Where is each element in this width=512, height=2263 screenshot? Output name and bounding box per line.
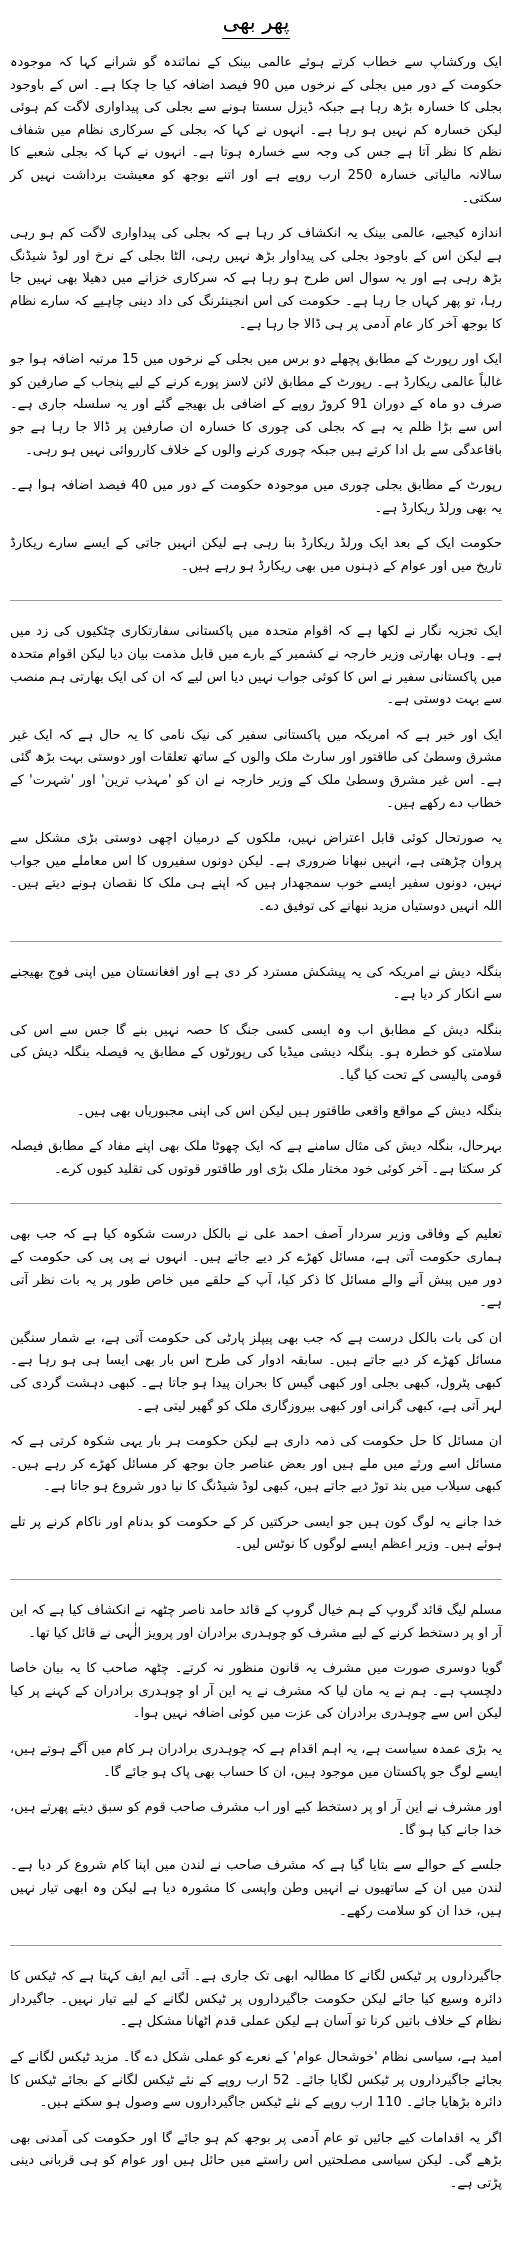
- article-section: [10, 941, 502, 1182]
- paragraph: اگر یہ اقدامات کیے جائیں تو عام آدمی پر بوجھ کم ہو جائے گا اور حکومت کی آمدنی بھی بڑھے گی۔ لیکن سیاسی مصلحتیں اس راستے میں حائل ہیں اور عوام کو ہی قربانی دینی پڑتی ہے۔: [10, 2130, 502, 2191]
- title-underline: [222, 38, 290, 39]
- paragraph: بہرحال، بنگلہ دیش کی مثال سامنے ہے کہ ایک چھوٹا ملک بھی اپنے مفاد کے مطابق فیصلہ کر سکتا ہے۔ آخر کوئی خود مختار ملک بڑی اور طاقتور قوتوں کی تقلید کیوں کرے۔: [10, 1139, 502, 1177]
- column-body: [10, 52, 502, 2196]
- article-section: [10, 600, 502, 918]
- paragraph: یہ صورتحال کوئی قابل اعتراض نہیں، ملکوں کے درمیان اچھی دوستی بڑی مشکل سے پروان چڑھتی ہے، انہیں نبھانا ضروری ہے۔ لیکن دونوں سفیروں کا اس معاملے میں جواب نہیں، دونوں سفیر ایسے خوب سمجھدار ہیں کہ اپنے ہی ملک کا نقصان ہونے دیتے ہیں۔ اللہ انہیں دوستیاں مزید نبھانے کی توفیق دے۔: [10, 831, 502, 914]
- paragraph: ایک اور خبر ہے کہ امریکہ میں پاکستانی سفیر کی نیک نامی کا یہ حال ہے کہ ایک غیر مشرق وسطیٰ کی طاقتور اور سارٹ ملک والوں کے ساتھ تعلقات اور دوستی بہت بڑھ گئی ہے۔ اس غیر مشرق وسطیٰ ملک کے وزیر خارجہ نے ان کو 'مہذب ترین' اور 'شہرت' کے خطاب دے رکھے ہیں۔: [10, 727, 502, 811]
- paragraph: اندازہ کیجیے، عالمی بینک یہ انکشاف کر رہا ہے کہ بجلی کی پیداواری لاگت کم ہو رہی ہے لیکن اس کے باوجود بجلی کی پیداوار بڑھ نہیں رہی، الٹا بجلی کے نرخ اور لوڈ شیڈنگ بڑھ رہی ہے اور یہ سوال اس طرح ہو رہا ہے کہ سرکاری خزانے میں دھیلا بھی نہیں جا رہا، تو پھر کہاں جا رہا ہے۔ حکومت کی اس انجینئرنگ کی داد دینی چاہیے کہ سارے نظام کا بوجھ آخر کار عام آدمی پر ہی ڈالا جا رہا ہے۔: [10, 226, 502, 332]
- article-section: [10, 52, 502, 578]
- paragraph: بنگلہ دیش کے مطابق اب وہ ایسی کسی جنگ کا حصہ نہیں بنے گا جس سے اس کی سلامتی کو خطرہ ہو۔ بنگلہ دیشی میڈیا کی رپورٹوں کے مطابق یہ فیصلہ بنگلہ دیش کی قومی پالیسی کے تحت کیا گیا۔: [10, 1022, 502, 1083]
- column-header: [10, 8, 502, 52]
- article-section: [10, 1945, 502, 2195]
- paragraph: ایک اور رپورٹ کے مطابق پچھلے دو برس میں بجلی کے نرخوں میں 15 مرتبہ اضافہ ہوا جو غالباً عالمی ریکارڈ ہے۔ رپورٹ کے مطابق لائن لاسز پورے کرنے کے لیے پنجاب کے صارفین کو صرف دو ماہ کے دوران 91 کروڑ روپے کے اضافی بل بھیجے گئے اور یہ سلسلہ جاری ہے۔ اس سے بڑا ظلم یہ ہے کہ بجلی کی چوری کا خسارہ ان صارفین پر ڈالا جا رہا ہے جو باقاعدگی سے بل ادا کرتے ہیں جبکہ چوری کرنے والوں کے خلاف کارروائی نہیں ہو رہی۔: [10, 352, 503, 458]
- paragraph: خدا جانے یہ لوگ کون ہیں جو ایسی حرکتیں کر کے حکومت کو بدنام اور ناکام کرنے پر تلے ہوئے ہیں۔ وزیر اعظم ایسے لوگوں کا نوٹس لیں۔: [10, 1514, 502, 1553]
- paragraph: جلسے کے حوالے سے بتایا گیا ہے کہ مشرف صاحب نے لندن میں اپنا کام شروع کر دیا ہے۔ لندن میں ان کے ساتھیوں نے انہیں وطن واپسی کا مشورہ دیا ہے لیکن وہ ابھی تیار نہیں ہیں، خدا ان کو سلامت رکھے۔: [10, 1858, 502, 1919]
- paragraph: حکومت ایک کے بعد ایک ورلڈ ریکارڈ بنا رہی ہے لیکن انہیں جاتی کے ایسے سارے ریکارڈ تاریخ میں اور عوام کے ذہنوں میں بھی ریکارڈ ہو رہے ہیں۔: [10, 536, 502, 574]
- paragraph: بنگلہ دیش کے مواقع واقعی طاقتور ہیں لیکن اس کی اپنی مجبوریاں بھی ہیں۔: [76, 1103, 502, 1119]
- paragraph: تعلیم کے وفاقی وزیر سردار آصف احمد علی نے بالکل درست شکوہ کیا ہے کہ جب بھی ہماری حکومت آتی ہے، مسائل کھڑے کر دیے جاتے ہیں۔ انہوں نے پی پی کی حکومت کے دور میں پیش آنے والے مسائل کا ذکر کیا، آپ کے حلقے میں خاص طور پر یہ بات نظر آتی ہے۔: [10, 1227, 502, 1311]
- paragraph: ایک ورکشاپ سے خطاب کرتے ہوئے عالمی بینک کے نمائندہ گو شرانے کہا کہ موجودہ حکومت کے دور میں بجلی کے نرخوں میں 90 فیصد اضافہ کیا جا چکا ہے۔ اس کے باوجود بجلی کا خسارہ بڑھ رہا ہے جبکہ ڈیزل سستا ہونے سے بجلی کی پیداواری لاگت کم ہوئی لیکن خسارہ کم نہیں ہو رہا ہے۔ انہوں نے کہا کہ بجلی کے سرکاری نظام میں شفاف نظم کا نظر آتا ہے جس کی وجہ سے خسارہ ہوتا ہے۔ انہوں نے کہا کہ بجلی شعبے کا سالانہ مالیاتی خسارہ 250 ارب روپے ہے اور اتنے بوجھ کو معیشت برداشت نہیں کر سکتی۔: [10, 55, 503, 206]
- column-title: پھر بھی: [222, 10, 290, 34]
- paragraph: مسلم لیگ قائد گروپ کے ہم خیال گروپ کے قائد حامد ناصر چٹھہ نے انکشاف کیا ہے کہ این آر او پر دستخط کرنے کے لیے مشرف کو چوہدری برادران اور پرویز الٰہی نے قائل کیا تھا۔: [10, 1603, 502, 1641]
- paragraph: رپورٹ کے مطابق بجلی چوری میں موجودہ حکومت کے دور میں 40 فیصد اضافہ ہوا ہے۔ یہ بھی ورلڈ ریکارڈ ہے۔: [10, 478, 502, 516]
- paragraph: امید ہے، سیاسی نظام 'خوشحال عوام' کے نعرے کو عملی شکل دے گا۔ مزید ٹیکس لگانے کے بجائے جاگیرداروں پر ٹیکس لگایا جائے۔ 52 ارب روپے کے نئے ٹیکس لگانے کے بجائے ٹیکس کا دائرہ بڑھایا جائے۔ 110 ارب روپے کے نئے ٹیکس جاگیرداروں سے وصول ہو سکتے ہیں۔: [10, 2049, 502, 2111]
- paragraph: ان کی بات بالکل درست ہے کہ جب بھی پیپلز پارٹی کی حکومت آتی ہے، بے شمار سنگین مسائل کھڑے کر دیے جاتے ہیں۔ سابقہ ادوار کی طرح اس بار بھی ایسا ہی ہو رہا ہے۔ کبھی پٹرول، کبھی بجلی اور کبھی گیس کا بحران پیدا ہو جاتا ہے۔ کبھی دہشت گردی کی لہر آتی ہے، کبھی گرانی اور کبھی بیروزگاری ملک کو گھیر لیتی ہے۔: [10, 1330, 502, 1414]
- paragraph: ان مسائل کا حل حکومت کی ذمہ داری ہے لیکن حکومت ہر بار یہی شکوہ کرتی ہے کہ مسائل اسے ورثے میں ملے ہیں اور بعض عناصر جان بوجھ کر مسائل کھڑے کر رہے ہیں۔ کبھی سیلاب میں بند توڑ دیے جاتے ہیں، کبھی لوڈ شیڈنگ کا نیا دور شروع ہو جاتا ہے۔: [10, 1434, 502, 1495]
- paragraph: اور مشرف نے این آر او پر دستخط کیے اور اب مشرف صاحب قوم کو سبق دیتے پھرتے ہیں، خدا جانے کیا ہو گا۔: [10, 1800, 502, 1838]
- paragraph: یہ بڑی عمدہ سیاست ہے، یہ اہم اقدام ہے کہ چوہدری برادران ہر کام میں آگے ہوتے ہیں، ایسے لوگ جو پاکستان میں موجود ہیں، ان کا حساب بھی پاک ہو جائے گا۔: [10, 1742, 502, 1780]
- article-section: [10, 1579, 502, 1923]
- paragraph: ایک تجزیہ نگار نے لکھا ہے کہ اقوام متحدہ میں پاکستانی سفارتکاری چٹکیوں کی زد میں ہے۔ وہاں بھارتی وزیر خارجہ نے کشمیر کے بارے میں قابل مذمت بیان دیا لیکن اقوام متحدہ میں پاکستانی سفیر نے اس کا کوئی جواب نہیں دیا اس لیے کہ ان کی ایک بھارتی ہم منصب سے بہت دوستی ہے۔: [9, 624, 502, 708]
- paragraph: بنگلہ دیش نے امریکہ کی یہ پیشکش مسترد کر دی ہے اور افغانستان میں اپنی فوج بھیجنے سے انکار کر دیا ہے۔: [10, 964, 502, 1003]
- article-section: [10, 1203, 502, 1557]
- paragraph: گویا دوسری صورت میں مشرف یہ قانون منظور نہ کرتے۔ چٹھہ صاحب کا یہ بیان خاصا دلچسپ ہے۔ ہم نے یہ مان لیا کہ مشرف نے یہ این آر او چوہدری برادران کے کہنے پر کیا لیکن اس سے چوہدری برادران کی عزت میں کوئی اضافہ نہیں ہوا۔: [10, 1661, 502, 1722]
- paragraph: جاگیرداروں پر ٹیکس لگانے کا مطالبہ ابھی تک جاری ہے۔ آئی ایم ایف کہتا ہے کہ ٹیکس کا دائرہ وسیع کیا جائے لیکن حکومت جاگیرداروں پر ٹیکس لگانے کے لیے تیار نہیں۔ جاگیردار نظام کے خلاف باتیں کرنا تو آسان ہے لیکن عملی قدم اٹھانا مشکل ہے۔: [10, 1969, 502, 2030]
